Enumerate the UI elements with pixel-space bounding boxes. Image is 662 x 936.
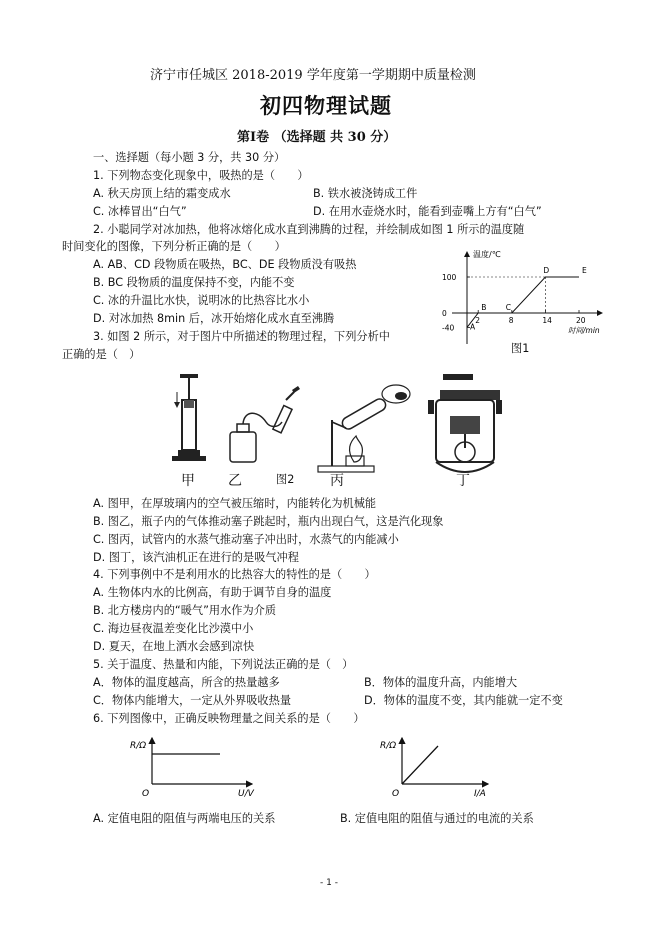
q1-option-d: D. 在用水壶烧水时，能看到壶嘴上方有“白气” <box>313 205 542 218</box>
graph-a-xlabel: U/V <box>238 789 254 799</box>
q5-option-a: A．物体的温度越高，所含的热量越多 <box>93 676 280 689</box>
q6-option-b: B. 定值电阻的阻值与通过的电流的关系 <box>340 812 534 825</box>
fig2-label-yi: 乙 <box>228 473 242 489</box>
q5-option-c: C．物体内能增大，一定从外界吸收热量 <box>93 694 292 707</box>
fig2-label-bing: 丙 <box>330 473 344 489</box>
point-label-c: C <box>505 303 512 312</box>
q2-option-b: B. BC 段物质的温度保持不变，内能不变 <box>93 276 295 289</box>
x-tick-label: 20 <box>576 316 586 325</box>
q5-stem: 5. 关于温度、热量和内能，下列说法正确的是（ ） <box>93 658 354 671</box>
volume-heading: 第Ⅰ卷 （选择题 共 30 分） <box>237 130 397 145</box>
engine-cylinder-drawing <box>428 374 502 472</box>
graph-a-origin: O <box>142 789 150 799</box>
graph-b <box>378 734 498 802</box>
y-tick-label: 0 <box>442 309 447 318</box>
q3-stem-line2: 正确的是（ ） <box>62 348 141 361</box>
y-tick-label: -40 <box>442 323 455 333</box>
q3-option-d: D. 图丁，该汽油机正在进行的是吸气冲程 <box>93 551 299 564</box>
page-title: 初四物理试题 <box>260 93 392 118</box>
graph-b-origin: O <box>392 789 400 799</box>
q2-option-d: D. 对冰加热 8min 后，冰开始熔化成水直至沸腾 <box>93 312 335 325</box>
y-tick-label: 100 <box>442 273 457 282</box>
graph-b-line <box>402 746 438 784</box>
q4-option-d: D. 夏天，在地上洒水会感到凉快 <box>93 640 255 653</box>
q6-option-a: A. 定值电阻的阻值与两端电压的关系 <box>93 812 276 825</box>
x-tick-label: 8 <box>508 316 514 325</box>
q4-option-b: B. 北方楼房内的“暖气”用水作为介质 <box>93 604 277 617</box>
q2-option-c: C. 冰的升温比水快，说明冰的比热容比水小 <box>93 294 310 307</box>
test-tube-drawing <box>318 385 410 472</box>
q1-option-b: B. 铁水被浇铸成工件 <box>313 187 418 200</box>
figure-2-caption: 图2 <box>276 473 295 486</box>
graph-a-ylabel: R/Ω <box>130 741 147 751</box>
q2-option-a: A. AB、CD 段物质在吸热，BC、DE 段物质没有吸热 <box>93 258 357 271</box>
x-tick-label: 2 <box>475 316 480 325</box>
compression-cylinder-drawing <box>172 374 206 461</box>
q1-stem: 1. 下列物态变化现象中，吸热的是（ ） <box>93 169 309 182</box>
figure-1-caption: 图1 <box>511 342 530 355</box>
q3-option-c: C. 图丙，试管内的水蒸气推动塞子冲出时，水蒸气的内能减小 <box>93 533 399 546</box>
q3-option-b: B. 图乙，瓶子内的气体推动塞子跳起时，瓶内出现白气，这是汽化现象 <box>93 515 444 528</box>
q3-option-a: A. 图甲，在厚玻璃内的空气被压缩时，内能转化为机械能 <box>93 497 377 510</box>
q2-stem-line1: 2. 小聪同学对冰加热，他将冰熔化成水直到沸腾的过程，并绘制成如图 1 所示的温度随 <box>93 223 525 236</box>
exam-header-line: 济宁市任城区 2018-2019 学年度第一学期期中质量检测 <box>150 68 476 83</box>
q6-stem: 6. 下列图像中，正确反映物理量之间关系的是（ ） <box>93 712 365 725</box>
point-label-e: E <box>582 266 587 275</box>
graph-b-ylabel: R/Ω <box>380 741 397 751</box>
q1-option-a: A. 秋天房顶上结的霜变成水 <box>93 187 231 200</box>
section-heading: 一、选择题（每小题 3 分，共 30 分） <box>93 151 286 164</box>
point-label-d: D <box>543 266 550 275</box>
x-axis-label: 时间/min <box>568 326 600 335</box>
graph-b-xlabel: I/A <box>474 789 486 799</box>
q5-option-d: D．物体的温度不变，其内能就一定不变 <box>364 694 563 707</box>
q5-option-b: B．物体的温度升高，内能增大 <box>364 676 518 689</box>
q4-option-a: A. 生物体内水的比例高，有助于调节自身的温度 <box>93 586 332 599</box>
page-number: - 1 - <box>320 878 338 888</box>
x-tick-label: 14 <box>542 316 552 325</box>
q1-option-c: C. 冰棒冒出“白气” <box>93 205 187 218</box>
q3-stem-line1: 3. 如图 2 所示，对于图片中所描述的物理过程，下列分析中 <box>93 330 390 343</box>
q4-stem: 4. 下列事例中不是利用水的比热容大的特性的是（ ） <box>93 568 376 581</box>
q4-option-c: C. 海边昼夜温差变化比沙漠中小 <box>93 622 254 635</box>
bottle-pump-drawing <box>230 386 300 462</box>
figure-1-graph <box>440 244 610 356</box>
q2-stem-line2: 时间变化的图像，下列分析正确的是（ ） <box>62 240 286 253</box>
graph-a <box>128 734 258 802</box>
point-label-b: B <box>481 303 487 312</box>
fig2-label-ding: 丁 <box>456 473 470 489</box>
point-label-a: A <box>470 322 476 332</box>
fig2-label-jia: 甲 <box>181 473 195 489</box>
y-axis-label: 温度/℃ <box>473 250 501 259</box>
